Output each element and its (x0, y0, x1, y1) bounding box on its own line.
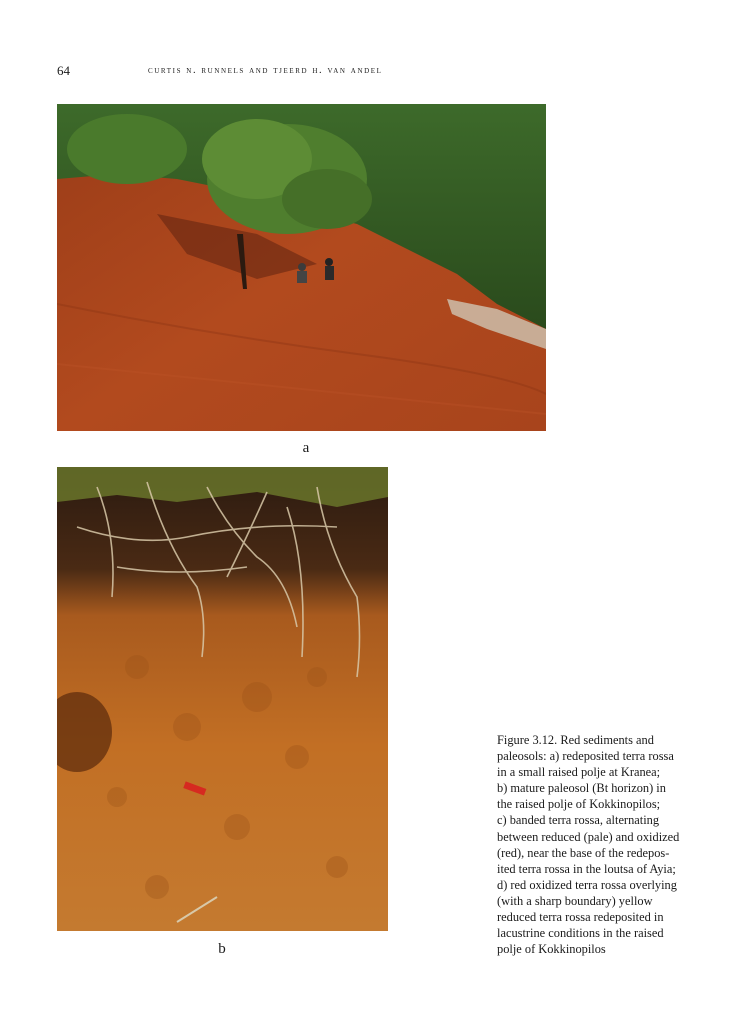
caption-line: b) mature paleosol (Bt horizon) in (497, 781, 666, 796)
figure-a-photo (57, 104, 546, 431)
caption-line: reduced terra rossa redeposited in (497, 910, 664, 925)
figure-b-label: b (218, 941, 226, 957)
figure-b-photo (57, 467, 388, 931)
figure-caption (497, 732, 697, 957)
caption-line: in a small raised polje at Kranea; (497, 765, 661, 780)
caption-line: the raised polje of Kokkinopilos; (497, 797, 661, 812)
caption-line: c) banded terra rossa, alternating (497, 813, 660, 828)
page-number: 64 (57, 63, 70, 78)
running-head: curtis n. runnels and tjeerd h. van andel (148, 65, 383, 76)
caption-line: polje of Kokkinopilos (497, 942, 606, 957)
caption-line: between reduced (pale) and oxidized (497, 829, 680, 844)
caption-line: (with a sharp boundary) yellow (497, 893, 653, 908)
caption-line: lacustrine conditions in the raised (497, 926, 664, 941)
caption-line: paleosols: a) redeposited terra rossa (497, 749, 674, 764)
caption-line: Figure 3.12. Red sediments and (497, 733, 654, 747)
caption-line: (red), near the base of the redepos- (497, 845, 670, 860)
caption-line: d) red oxidized terra rossa overlying (497, 877, 677, 892)
figure-a-label: a (302, 440, 310, 456)
caption-line: ited terra rossa in the loutsa of Ayia; (497, 861, 676, 876)
